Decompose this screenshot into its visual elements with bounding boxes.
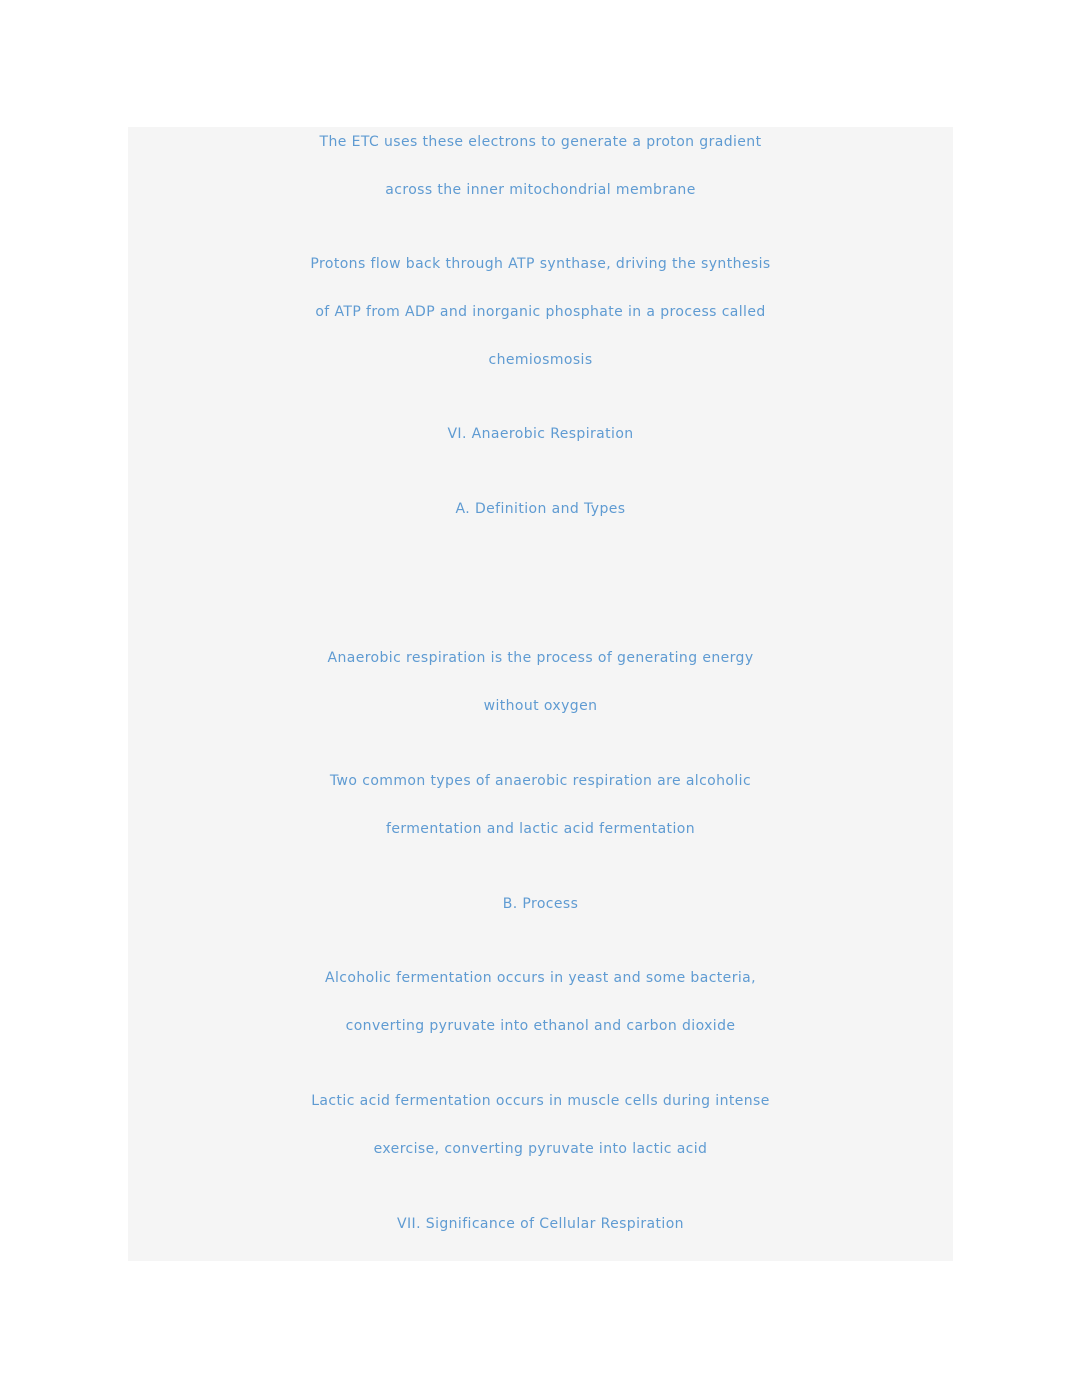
chemiosmosis-paragraph-line-1: Protons flow back through ATP synthase, driving the synthesis — [310, 256, 771, 272]
definition-paragraph-line-2: without oxygen — [483, 698, 598, 714]
chemiosmosis-paragraph-line-3: chemiosmosis — [488, 352, 593, 368]
subsection-heading-definition-types: A. Definition and Types — [455, 501, 626, 517]
definition-paragraph-line-1: Anaerobic respiration is the process of generating energy — [327, 650, 754, 666]
lactic-paragraph-line-2: exercise, converting pyruvate into lactic acid — [373, 1141, 708, 1157]
etc-paragraph-line-1: The ETC uses these electrons to generate a proton gradient — [319, 134, 762, 150]
lactic-paragraph-line-1: Lactic acid fermentation occurs in muscle cells during intense — [311, 1093, 770, 1109]
etc-paragraph-line-2: across the inner mitochondrial membrane — [385, 182, 696, 198]
alcoholic-paragraph-line-2: converting pyruvate into ethanol and carbon dioxide — [345, 1018, 736, 1034]
types-paragraph-line-2: fermentation and lactic acid fermentation — [386, 821, 695, 837]
subsection-heading-process: B. Process — [502, 896, 579, 912]
section-heading-significance: VII. Significance of Cellular Respiration — [397, 1216, 684, 1232]
document-page — [128, 127, 953, 1261]
chemiosmosis-paragraph-line-2: of ATP from ADP and inorganic phosphate in a process called — [315, 304, 766, 320]
types-paragraph-line-1: Two common types of anaerobic respiration are alcoholic — [329, 773, 752, 789]
alcoholic-paragraph-line-1: Alcoholic fermentation occurs in yeast and some bacteria, — [325, 970, 756, 986]
section-heading-anaerobic-respiration: VI. Anaerobic Respiration — [447, 426, 634, 442]
